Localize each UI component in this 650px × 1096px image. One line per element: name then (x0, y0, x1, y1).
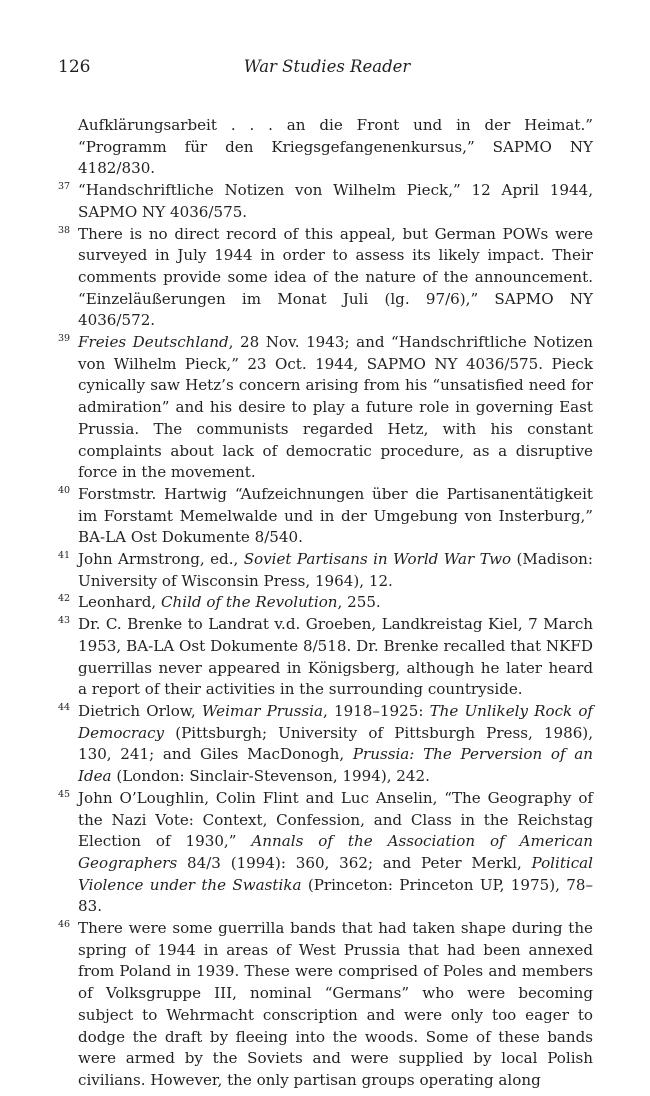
footnote-text: John O’Loughlin, Colin Flint and Luc Anselin, “The Geography of the Nazi Vote: Context, Confession, and Class in the Reichstag Election of 1930,” (78, 788, 593, 851)
footnote-number: 43 (58, 615, 71, 627)
footnote-43 (58, 614, 593, 701)
footnote-42 (58, 592, 593, 614)
footnote-number: 41 (58, 550, 71, 562)
footnote-text: Dr. C. Brenke to Landrat v.d. Groeben, Landkreistag Kiel, 7 March 1953, BA-LA Ost Dokumente 8/518. Dr. Brenke recalled that NKFD guerrillas never appeared in Königsberg, although he later heard a report of their activities in the surrounding countryside. (78, 615, 593, 699)
footnote-number: 38 (58, 224, 71, 236)
footnote-number: 42 (58, 593, 71, 605)
footnote-46 (58, 918, 593, 1092)
footnote-text: Aufklärungsarbeit . . . an die Front und in der Heimat.” “Programm für den Kriegsgefangenenkursus,” SAPMO NY 4182/830. (78, 116, 593, 178)
footnote-text: (Princeton: Princeton UP, 1975), 78–83. (78, 875, 593, 916)
footnote-number: 40 (58, 484, 71, 496)
footnote-number: 46 (58, 919, 71, 931)
footnote-text: (London: Sinclair-Stevenson, 1994), 242. (111, 767, 430, 786)
footnote-text: “Handschriftliche Notizen von Wilhelm Pieck,” 12 April 1944, SAPMO NY 4036/575. (78, 181, 593, 221)
footnote-text: 84/3 (1994): 360, 362; and Peter Merkl, (177, 853, 532, 872)
footnote-text: Leonhard, (78, 593, 161, 612)
italic-title: Prussia: The Perversion of an Idea (78, 745, 593, 786)
footnote-continuation (58, 115, 593, 180)
footnote-number: 37 (58, 181, 71, 193)
footnote-text: (Madison: University of Wisconsin Press, 1964), 12. (78, 550, 593, 590)
footnote-text: , 255. (337, 593, 381, 612)
italic-title: Freies Deutschland (78, 333, 229, 352)
footnote-text: There were some guerrilla bands that had taken shape during the spring of 1944 in areas of West Prussia that had been annexed from Poland in 1939. These were comprised of Poles and members of Volksgruppe III, nominal “Germans” who were becoming subject to Wehrmacht conscription and were only too eager to dodge the draft by fleeing into the woods. Some of these bands were armed by the Soviets and were supplied by local Polish civilians. However, the only partisan groups operating along (78, 919, 593, 1089)
footnote-44 (58, 701, 593, 788)
italic-title: Child of the Revolution (160, 593, 338, 612)
footnote-text: Forstmstr. Hartwig “Aufzeichnungen über die Partisanentätigkeit im Forstamt Memelwalde und in der Umgebung von Insterburg,” BA-LA Ost Dokumente 8/540. (78, 484, 593, 547)
italic-title: Weimar Prussia (201, 701, 324, 720)
running-title: War Studies Reader (243, 57, 411, 76)
footnote-38 (58, 224, 593, 333)
footnote-number: 45 (58, 788, 71, 800)
italic-title: Political Violence under the Swastika (78, 853, 593, 894)
italic-title: The Unlikely Rock of Democracy (78, 701, 594, 742)
footnote-41 (58, 549, 593, 592)
page-number: 126 (58, 57, 91, 77)
footnote-text: John Armstrong, ed., (78, 550, 244, 569)
footnote-number: 39 (58, 333, 71, 345)
italic-title: Soviet Partisans in World War Two (243, 550, 512, 569)
footnote-number: 44 (58, 701, 71, 713)
footnote-37 (58, 180, 593, 223)
italic-title: Annals of the Association of American Geographers (78, 832, 593, 872)
footnote-text: , 28 Nov. 1943; and “Handschriftliche Notizen von Wilhelm Pieck,” 23 Oct. 1944, SAPMO NY 4036/575. Pieck cynically saw Hetz’s concern arising from his “unsatisfied need for admiration” and his desire to play a future role in governing East Prussia. The communists regarded Hetz, with his constant complaints about lack of democratic procedure, as a disruptive force in the movement. (78, 333, 593, 482)
footnote-text: There is no direct record of this appeal, but German POWs were surveyed in July 1944 in order to assess its likely impact. Their comments provide some idea of the nature of the announcement. “Einzeläußerungen im Monat Juli (lg. 97/6),” SAPMO NY 4036/572. (78, 224, 593, 330)
footnotes (58, 115, 593, 1092)
footnote-45 (58, 788, 593, 918)
footnote-39 (58, 332, 593, 484)
footnote-text: Dietrich Orlow, (78, 701, 202, 720)
footnote-text: , 1918–1925: (323, 701, 430, 720)
footnote-text: (Pittsburgh; University of Pittsburgh Press, 1986), 130, 241; and Giles MacDonogh, (78, 723, 593, 764)
footnote-40 (58, 484, 593, 549)
page-header (58, 57, 596, 83)
